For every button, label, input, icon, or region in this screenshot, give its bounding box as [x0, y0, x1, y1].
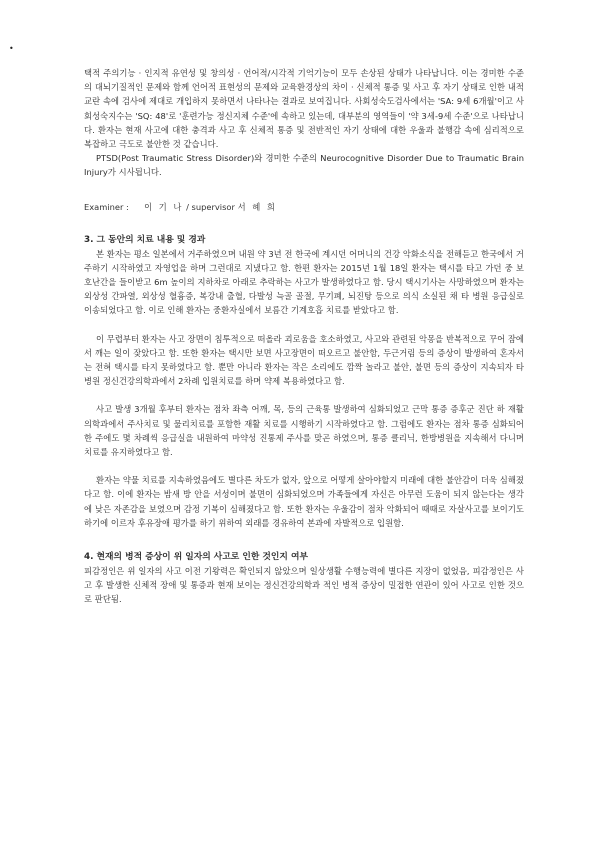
- section-3-paragraph-2: 이 무렵부터 환자는 사고 장면이 침투적으로 떠올라 괴로움을 호소하였고, 사고와 관련된 악몽을 반복적으로 꾸어 잠에서 깨는 일이 잦았다고 함. 또한 환자는 택시만 보면 사고장면이 떠오르고 불안함, 두근거림 등의 증상이 발생하여 혼자서는 전혀 택시를 타지 못하였다고 함. 뿐만 아니라 환자는 작은 소리에도 깜짝 놀라고 불안, 불면 등의 증상이 지속되자 타 병원 정신건강의학과에서 2차례 입원치료를 하며 약제 복용하였다고 함.: [84, 333, 524, 387]
- document-body: [84, 66, 524, 607]
- section-4-heading: 4. 현재의 병적 증상이 위 일자의 사고로 인한 것인지 여부: [84, 552, 308, 563]
- section-3-paragraph-4: 환자는 약물 치료를 지속하였음에도 별다른 차도가 없자, 앞으로 어떻게 살아야할지 미래에 대한 불안감이 더욱 심해졌다고 함. 이에 환자는 밤새 방 안을 서성이며 불면이 심화되었으며 가족들에게 자신은 아무런 도움이 되지 않는다는 생각에 낮은 자존감을 보였으며 감정 기복이 심해졌다고 함. 또한 환자는 우울감이 점차 악화되어 때때로 자살사고를 보이기도 하기에 이르자 후유장애 평가를 하기 위하여 외래를 경유하여 본과에 자발적으로 입원함.: [84, 475, 524, 528]
- section-3-paragraph-1: 본 환자는 평소 일본에서 거주하였으며 내원 약 3년 전 한국에 계시던 어머니의 건강 악화소식을 전해듣고 한국에서 거주하기 시작하였고 자영업을 하며 그런대로 지냈다고 함. 한편 환자는 2015년 1월 18일 환자는 택시를 타고 가던 중 보호난간을 들이받고 6m 높이의 지하차로 아래로 추락하는 사고가 발생하였다고 함. 당시 택시기사는 사망하였으며 환자는 외상성 간파열, 외상성 혈흉증, 복강내 출혈, 다발성 늑골 골절, 무기폐, 뇌진탕 등으로 의식 소실된 채 타 병원 응급실로 이송되었다고 함. 이로 인해 환자는 중환자실에서 보름간 기계호흡 치료를 받았다고 함.: [84, 248, 524, 316]
- examiner-name: 이 기 나: [144, 201, 184, 212]
- assessment-paragraph: 택적 주의기능 · 인지적 유연성 및 창의성 · 언어적/시각적 기억기능이 모두 손상된 상태가 나타납니다. 이는 경미한 수준의 대뇌기질적인 문제와 함께 언어적 표현성의 문제와 교육환경상의 차이 · 신체적 통증 및 사고 후 자기 상태로 인한 내적 교란 속에 검사에 제대로 개입하지 못하면서 나타나는 결과로 보여집니다. 사회성숙도검사에서는 'SA: 9세 6개월'이고 사회성숙지수는 'SQ: 48'로 '훈련가능 정신지체 수준'에 속하고 있는데, 대부분의 영역들이 '약 3세-9세 수준'으로 나타납니다. 환자는 현재 사고에 대한 충격과 사고 후 신체적 통증 및 전반적인 자기 상태에 대한 우울과 불행감 속에 심리적으로 복잡하고 극도로 불안한 것 같습니다.: [84, 68, 524, 150]
- section-3-heading: 3. 그 동안의 치료 내용 및 경과: [84, 234, 206, 245]
- page-bullet-mark: •: [9, 44, 14, 53]
- section-3-paragraph-3: 사고 발생 3개월 후부터 환자는 점차 좌측 어깨, 목, 등의 근육통 발생하여 심화되었고 근막 통증 증후군 진단 하 재활의학과에서 주사치료 및 물리치료를 포함한 재활 치료를 시행하기 시작하였다고 함. 그럼에도 환자는 점차 통증 심화되어 한 주에도 몇 차례씩 응급실을 내원하여 마약성 진통제 주사를 맞곤 하였으며, 통증 클리닉, 한방병원을 지속해서 다니며 치료를 유지하였다고 함.: [84, 404, 524, 458]
- supervisor-name: 서 혜 희: [237, 201, 277, 212]
- section-4-paragraph-1: 피감정인은 위 일자의 사고 이전 기왕력은 확인되지 않았으며 일상생활 수행능력에 별다른 지장이 없었음, 피감정인은 사고 후 발생한 신체적 장애 및 통증과 현재 보이는 정신건강의학과 적인 병적 증상이 밀접한 연관이 있어 사고로 인한 것으로 판단됨.: [84, 566, 524, 605]
- examiner-label: Examiner :: [84, 201, 129, 212]
- supervisor-label: / supervisor: [186, 201, 235, 212]
- diagnosis-paragraph: PTSD(Post Traumatic Stress Disorder)와 경미한 수준의 Neurocognitive Disorder Due to Traumatic Brain Injury가 시사됩니다.: [84, 153, 524, 178]
- examiner-line: [84, 200, 524, 214]
